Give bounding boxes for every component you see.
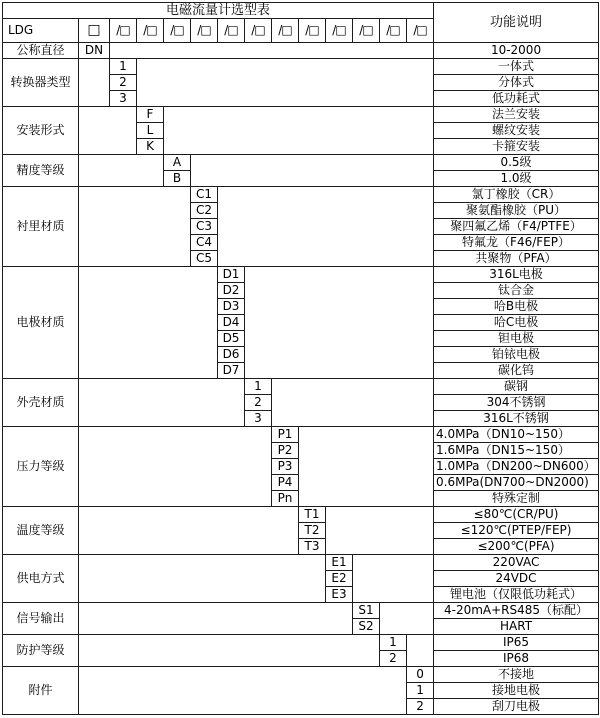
option-checkbox[interactable]: /□	[191, 19, 218, 43]
option-desc: 10-2000	[434, 43, 599, 59]
option-desc: 1.0MPa（DN200~DN600）	[434, 459, 599, 475]
option-desc: IP68	[434, 651, 599, 667]
spacer	[164, 107, 434, 155]
spacer	[79, 107, 137, 155]
option-desc: 卡箍安装	[434, 139, 599, 155]
option-desc: 铂铱电极	[434, 347, 599, 363]
option-code: 1	[380, 635, 407, 651]
option-code: DN	[79, 43, 110, 59]
spacer	[272, 379, 434, 427]
option-code: 2	[245, 395, 272, 411]
option-desc: 316L电极	[434, 267, 599, 283]
section-label: 转换器类型	[3, 59, 79, 107]
option-checkbox[interactable]: /□	[137, 19, 164, 43]
option-code: 1	[407, 683, 434, 699]
option-code: L	[137, 123, 164, 139]
option-desc: 聚氨酯橡胶（PU）	[434, 203, 599, 219]
section-label-diameter: 公称直径	[3, 43, 79, 59]
option-desc: 钽电极	[434, 331, 599, 347]
option-code: 3	[110, 91, 137, 107]
option-code: F	[137, 107, 164, 123]
section-label: 供电方式	[3, 555, 79, 603]
option-desc: 不接地	[434, 667, 599, 683]
option-code: E3	[326, 587, 353, 603]
option-code: D1	[218, 267, 245, 283]
option-code: E2	[326, 571, 353, 587]
option-checkbox[interactable]: /□	[164, 19, 191, 43]
option-desc: 0.5级	[434, 155, 599, 171]
spacer	[79, 427, 272, 507]
section-label: 衬里材质	[3, 187, 79, 267]
option-desc: 4.0MPa（DN10~150）	[434, 427, 599, 443]
option-desc: 304不锈钢	[434, 395, 599, 411]
option-desc: 锂电池（仅限低功耗式）	[434, 587, 599, 603]
option-code: S1	[353, 603, 380, 619]
option-code: B	[164, 171, 191, 187]
option-checkbox[interactable]: /□	[380, 19, 407, 43]
section-label: 防护等级	[3, 635, 79, 667]
option-code: E1	[326, 555, 353, 571]
option-desc: 316L不锈钢	[434, 411, 599, 427]
function-description-header: 功能说明	[434, 3, 599, 43]
option-desc: 0.6MPa(DN700~DN2000)	[434, 475, 599, 491]
option-desc: 接地电极	[434, 683, 599, 699]
option-desc: 4-20mA+RS485（标配）	[434, 603, 599, 619]
table-title: 电磁流量计选型表	[3, 3, 434, 19]
spacer	[79, 155, 164, 187]
spacer	[79, 555, 326, 603]
option-code: 2	[407, 699, 434, 715]
option-code: D3	[218, 299, 245, 315]
section-label: 温度等级	[3, 507, 79, 555]
option-checkbox[interactable]: /□	[299, 19, 326, 43]
section-label: 附件	[3, 667, 79, 715]
option-checkbox[interactable]: /□	[110, 19, 137, 43]
section-label: 信号输出	[3, 603, 79, 635]
option-checkbox[interactable]: /□	[353, 19, 380, 43]
option-desc: ≤80℃(CR/PU)	[434, 507, 599, 523]
option-desc: 碳钢	[434, 379, 599, 395]
option-desc: 一体式	[434, 59, 599, 75]
spacer	[79, 667, 407, 715]
option-code: P4	[272, 475, 299, 491]
option-desc: 碳化钨	[434, 363, 599, 379]
option-checkbox[interactable]: /□	[272, 19, 299, 43]
option-code: Pn	[272, 491, 299, 507]
dn-checkbox[interactable]: □	[79, 19, 110, 43]
option-code: C3	[191, 219, 218, 235]
option-code: D6	[218, 347, 245, 363]
option-desc: ≤200℃(PFA)	[434, 539, 599, 555]
option-checkbox[interactable]: /□	[407, 19, 434, 43]
option-desc: HART	[434, 619, 599, 635]
option-desc: 哈C电极	[434, 315, 599, 331]
spacer	[353, 555, 434, 603]
option-code: T2	[299, 523, 326, 539]
option-desc: 氯丁橡胶（CR）	[434, 187, 599, 203]
option-code: C5	[191, 251, 218, 267]
option-code: 2	[380, 651, 407, 667]
option-code: D4	[218, 315, 245, 331]
section-label: 精度等级	[3, 155, 79, 187]
option-desc: 法兰安装	[434, 107, 599, 123]
option-code: 1	[245, 379, 272, 395]
option-desc: 聚四氟乙烯（F4/PTFE）	[434, 219, 599, 235]
option-desc: IP65	[434, 635, 599, 651]
option-code: T3	[299, 539, 326, 555]
selection-table	[2, 2, 599, 715]
option-code: C4	[191, 235, 218, 251]
option-desc: 低功耗式	[434, 91, 599, 107]
option-code: 0	[407, 667, 434, 683]
option-desc: 特殊定制	[434, 491, 599, 507]
option-code: C2	[191, 203, 218, 219]
spacer	[79, 379, 245, 427]
spacer	[137, 59, 434, 107]
option-desc: 220VAC	[434, 555, 599, 571]
option-desc: 1.0级	[434, 171, 599, 187]
option-code: 2	[110, 75, 137, 91]
spacer	[79, 267, 218, 379]
spacer	[79, 603, 353, 635]
spacer	[380, 603, 434, 635]
spacer	[299, 427, 434, 507]
option-desc: 分体式	[434, 75, 599, 91]
option-code: 1	[110, 59, 137, 75]
option-desc: 螺纹安装	[434, 123, 599, 139]
option-code: D7	[218, 363, 245, 379]
spacer	[110, 43, 434, 59]
option-code: A	[164, 155, 191, 171]
section-label: 外壳材质	[3, 379, 79, 427]
option-desc: 特氟龙（F46/FEP）	[434, 235, 599, 251]
option-code: K	[137, 139, 164, 155]
spacer	[79, 187, 191, 267]
option-desc: 1.6MPa（DN15~150）	[434, 443, 599, 459]
spacer	[79, 635, 380, 667]
model-prefix-label: LDG	[3, 19, 79, 43]
option-desc: 哈B电极	[434, 299, 599, 315]
section-label: 电极材质	[3, 267, 79, 379]
option-desc: 共聚物（PFA）	[434, 251, 599, 267]
spacer	[79, 59, 110, 107]
option-code: P2	[272, 443, 299, 459]
option-checkbox[interactable]: /□	[326, 19, 353, 43]
option-desc: ≤120℃(PTEP/FEP)	[434, 523, 599, 539]
option-desc: 钛合金	[434, 283, 599, 299]
section-label: 压力等级	[3, 427, 79, 507]
option-desc: 24VDC	[434, 571, 599, 587]
flowmeter-selection-table	[0, 2, 600, 715]
option-code: C1	[191, 187, 218, 203]
option-code: P1	[272, 427, 299, 443]
option-code: D5	[218, 331, 245, 347]
option-code: 3	[245, 411, 272, 427]
option-checkbox[interactable]: /□	[245, 19, 272, 43]
spacer	[407, 635, 434, 667]
option-checkbox[interactable]: /□	[218, 19, 245, 43]
spacer	[218, 187, 434, 267]
option-code: P3	[272, 459, 299, 475]
spacer	[191, 155, 434, 187]
option-code: D2	[218, 283, 245, 299]
spacer	[79, 507, 299, 555]
spacer	[245, 267, 434, 379]
spacer	[326, 507, 434, 555]
section-label: 安装形式	[3, 107, 79, 155]
option-code: S2	[353, 619, 380, 635]
option-code: T1	[299, 507, 326, 523]
option-desc: 刮刀电极	[434, 699, 599, 715]
